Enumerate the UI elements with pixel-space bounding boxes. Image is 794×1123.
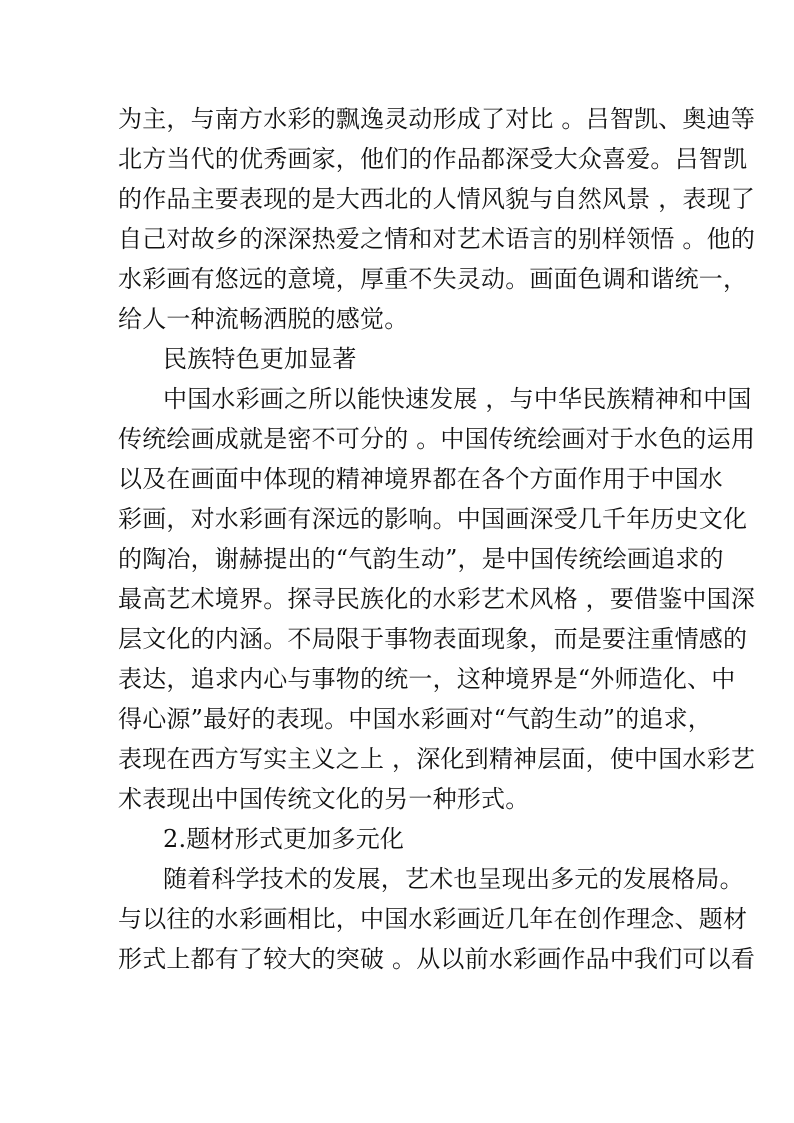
text-line: 传统绘画成就是密不可分的 。中国传统绘画对于水色的运用 <box>118 425 756 453</box>
section-heading: 民族特色更加显著 <box>163 345 357 373</box>
text-line: 自己对故乡的深深热爱之情和对艺术语言的别样领悟 。他的 <box>118 225 756 253</box>
paragraph-first-line: 中国水彩画之所以能快速发展 ，与中华民族精神和中国 <box>163 385 752 413</box>
text-line: 北方当代的优秀画家，他们的作品都深受大众喜爱。吕智凯 <box>118 145 748 173</box>
text-line: 的陶冶，谢赫提出的“气韵生动”，是中国传统绘画追求的 <box>118 545 724 573</box>
section-heading: 2.题材形式更加多元化 <box>163 825 405 853</box>
text-line: 表现在西方写实主义之上 ，深化到精神层面，使中国水彩艺 <box>118 745 756 773</box>
text-line: 表达，追求内心与事物的统一，这种境界是“外师造化、中 <box>118 665 736 693</box>
text-line: 形式上都有了较大的突破 。从以前水彩画作品中我们可以看 <box>118 945 756 973</box>
text-line: 以及在画面中体现的精神境界都在各个方面作用于中国水 <box>118 465 723 493</box>
text-line: 为主，与南方水彩的飘逸灵动形成了对比 。吕智凯、奥迪等 <box>118 105 756 133</box>
text-line: 层文化的内涵。不局限于事物表面现象，而是要注重情感的 <box>118 625 748 653</box>
text-line: 给人一种流畅洒脱的感觉。 <box>118 305 409 333</box>
text-line: 的作品主要表现的是大西北的人情风貌与自然风景 ，表现了 <box>118 185 756 213</box>
text-line: 水彩画有悠远的意境，厚重不失灵动。画面色调和谐统一， <box>118 265 748 293</box>
text-line: 最高艺术境界。探寻民族化的水彩艺术风格 ，要借鉴中国深 <box>118 585 756 613</box>
text-line: 术表现出中国传统文化的另一种形式。 <box>118 785 530 813</box>
paragraph-first-line: 随着科学技术的发展，艺术也呈现出多元的发展格局。 <box>163 865 744 893</box>
text-line: 彩画，对水彩画有深远的影响。中国画深受几千年历史文化 <box>118 505 748 533</box>
text-line: 与以往的水彩画相比，中国水彩画近几年在创作理念、题材 <box>118 905 748 933</box>
text-line: 得心源”最好的表现。中国水彩画对“气韵生动”的追求， <box>118 705 713 733</box>
